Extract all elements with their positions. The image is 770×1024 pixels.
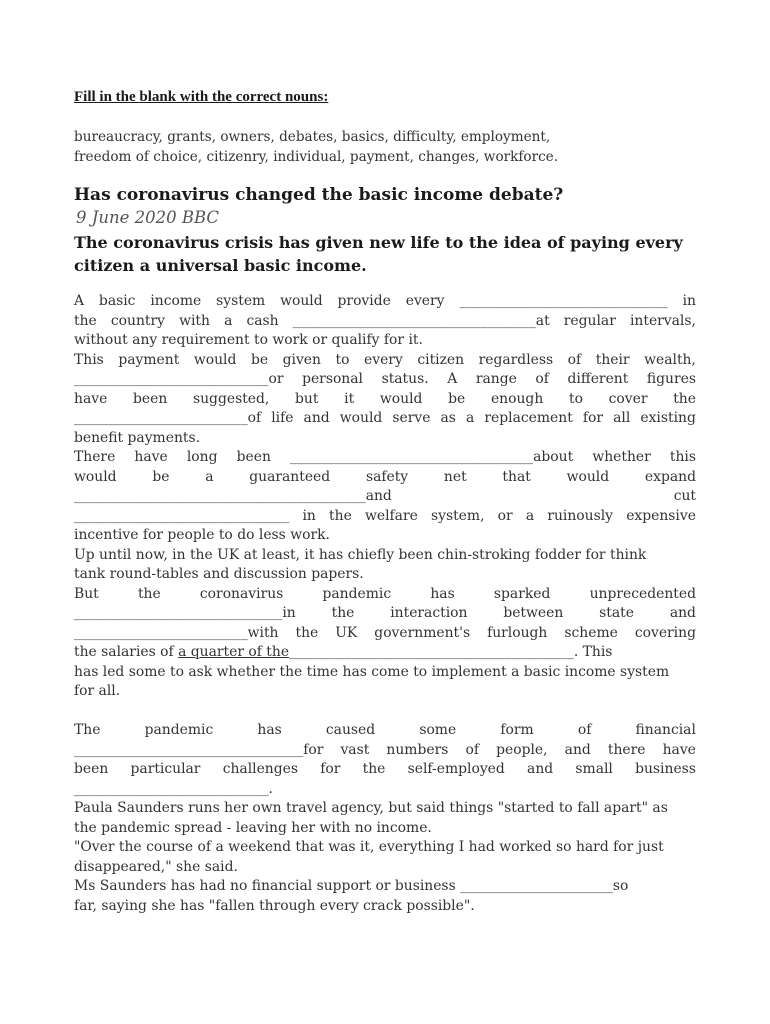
body-word: form — [500, 722, 534, 738]
body-word: government's — [374, 624, 471, 641]
body-word: numbers — [386, 741, 449, 758]
body-word: and — [564, 741, 591, 758]
body-word: in — [302, 507, 316, 524]
body-word: coronavirus — [199, 585, 284, 602]
body-word: _________________________of — [74, 410, 262, 426]
body-word: have — [134, 449, 168, 465]
body-word: existing — [640, 410, 696, 426]
body-line — [74, 604, 696, 624]
body-word: of — [567, 351, 582, 368]
body-word: business — [635, 761, 696, 777]
word-bank — [74, 127, 714, 167]
body-word: the — [673, 390, 696, 407]
body-line: far, saying she has "fallen through every crack possible". — [74, 897, 475, 914]
body-word: with — [179, 312, 210, 329]
body-word: expand — [644, 468, 696, 485]
body-word: all — [613, 410, 631, 426]
body-word: and — [303, 410, 330, 426]
body-word: as — [440, 410, 456, 426]
body-word: or — [497, 507, 513, 524]
body-line: without any requirement to work or qualify for it. — [74, 332, 423, 348]
body-line: Up until now, in the UK at least, it has chiefly been chin-stroking fodder for think — [74, 546, 647, 563]
body-line — [74, 487, 696, 507]
body-word: figures — [646, 371, 696, 387]
body-word: sparked — [493, 585, 551, 602]
paragraph-gap — [74, 702, 696, 722]
body-word: citizen — [417, 351, 465, 368]
body-line: tank round-tables and discussion papers. — [74, 566, 364, 582]
body-line — [74, 448, 696, 468]
body-word: and — [527, 761, 554, 777]
body-line: has led some to ask whether the time has come to implement a basic income system — [74, 663, 670, 680]
body-word: vast — [340, 741, 370, 758]
body-word: wealth, — [644, 351, 696, 368]
body-word: cover — [608, 390, 648, 407]
lede-line: citizen a universal basic income. — [74, 256, 367, 275]
body-word: basic — [98, 293, 136, 309]
body-word: ___________________________________about — [290, 449, 574, 465]
body-word: but — [295, 390, 319, 407]
body-word: some — [419, 722, 457, 738]
body-word: the — [137, 585, 161, 602]
body-word: intervals, — [629, 312, 696, 329]
body-word: the — [331, 605, 355, 621]
body-word: whether — [592, 449, 651, 465]
body-word: personal — [302, 371, 363, 387]
body-word: a — [466, 410, 475, 426]
body-word: given — [282, 351, 321, 368]
body-word: furlough — [487, 624, 548, 641]
body-word: serve — [392, 410, 431, 426]
body-line: the pandemic spread - leaving her with no income. — [74, 819, 432, 836]
body-word: this — [669, 449, 696, 465]
body-line — [74, 370, 696, 390]
body-word: regardless — [478, 351, 554, 368]
body-line — [74, 507, 696, 527]
body-word: self-employed — [407, 761, 505, 777]
body-word: been — [236, 449, 271, 465]
body-word: income — [150, 293, 202, 309]
body-word: ___________________________________at — [292, 312, 550, 329]
body-word: people, — [496, 741, 548, 758]
body-word: There — [74, 449, 116, 465]
body-word: range — [475, 371, 517, 387]
underlined-phrase: a quarter of the — [178, 644, 290, 660]
body-word: status. — [381, 371, 429, 387]
body-word: has — [257, 722, 282, 738]
body-word: enough — [490, 390, 544, 407]
body-word: welfare — [364, 507, 418, 524]
body-word: for — [320, 761, 341, 777]
body-text: _________________________________________. This — [289, 644, 613, 660]
body-word: have — [74, 390, 108, 407]
body-line: Ms Saunders has had no financial support or business ______________________so — [74, 878, 629, 894]
body-word: in — [682, 293, 696, 309]
body-line — [74, 643, 696, 663]
body-word: would — [339, 410, 383, 426]
body-word: challenges — [222, 761, 298, 777]
body-word: be — [250, 351, 269, 368]
body-word: the — [329, 507, 352, 524]
body-word: pandemic — [322, 585, 392, 602]
body-word: a — [224, 312, 233, 329]
body-line: benefit payments. — [74, 429, 201, 446]
body-word: for — [582, 410, 604, 426]
body-word: guaranteed — [249, 468, 331, 485]
body-word: This — [74, 351, 104, 368]
body-line — [74, 390, 696, 410]
instruction-heading: Fill in the blank with the correct nouns: — [74, 89, 329, 105]
body-word: the — [74, 312, 97, 329]
body-word: financial — [635, 722, 696, 738]
body-word: every — [405, 293, 445, 309]
article-dateline: 9 June 2020 BBC — [76, 208, 220, 227]
body-word: particular — [130, 761, 201, 777]
body-word: A — [447, 371, 458, 387]
article-body — [74, 292, 696, 916]
body-word: life — [271, 410, 294, 426]
article-lede — [74, 231, 704, 277]
word-bank-line: bureaucracy, grants, owners, debates, basics, difficulty, employment, — [74, 129, 551, 145]
body-word: cash — [246, 312, 279, 329]
body-word: it — [344, 390, 355, 407]
body-line: for all. — [74, 683, 121, 699]
body-word: covering — [634, 624, 696, 641]
body-word: of — [465, 741, 479, 758]
body-line: disappeared," she said. — [74, 858, 238, 875]
body-word: would — [566, 468, 610, 485]
body-word: the — [362, 761, 386, 777]
body-word: provide — [337, 293, 391, 309]
body-word: payment — [118, 351, 180, 368]
body-line — [74, 468, 696, 488]
body-line — [74, 409, 696, 429]
body-word: small — [575, 761, 613, 777]
body-word: of — [535, 371, 549, 387]
body-word: the — [295, 624, 319, 641]
body-word: has — [430, 585, 455, 602]
body-word: there — [607, 741, 646, 758]
body-word: _________________________________for — [74, 741, 324, 758]
body-word: system — [216, 293, 266, 309]
body-word: ____________________________or — [74, 371, 284, 387]
body-word: between — [503, 605, 564, 621]
body-word: cut — [673, 488, 696, 504]
body-line — [74, 721, 696, 741]
body-word: ______________________________in — [74, 605, 296, 621]
body-word: have — [662, 741, 696, 758]
body-word: different — [567, 371, 629, 387]
body-word: The — [74, 722, 101, 738]
body-word: __________________________________________and — [74, 488, 392, 504]
word-bank-line: freedom of choice, citizenry, individual, payment, changes, workforce. — [74, 149, 559, 165]
body-word: been — [133, 390, 168, 407]
body-word: long — [186, 449, 218, 465]
body-word: unprecedented — [589, 585, 696, 602]
body-word: interaction — [390, 605, 468, 621]
body-word: and — [669, 605, 696, 621]
body-text: the salaries of — [74, 644, 179, 660]
article-headline: Has coronavirus changed the basic income debate? — [74, 185, 564, 205]
body-word: be — [448, 390, 466, 407]
body-word: to — [335, 351, 350, 368]
body-word: _________________________with — [74, 624, 279, 641]
body-word: _______________________________ — [74, 507, 290, 524]
body-line — [74, 585, 696, 605]
body-word: But — [74, 585, 99, 602]
body-line — [74, 351, 696, 371]
body-line — [74, 624, 696, 644]
body-word: A — [74, 293, 85, 309]
body-word: would — [280, 293, 323, 309]
body-word: would — [193, 351, 237, 368]
lede-line: The coronavirus crisis has given new life to the idea of paying every — [74, 233, 683, 252]
body-line: "Over the course of a weekend that was it, everything I had worked so hard for just — [74, 839, 664, 855]
body-word: caused — [325, 722, 376, 738]
body-word: country — [110, 312, 165, 329]
body-word: ruinously — [547, 507, 614, 524]
body-word: replacement — [484, 410, 573, 426]
body-word: scheme — [564, 624, 618, 641]
body-line — [74, 292, 696, 312]
body-word: expensive — [626, 507, 696, 524]
body-word: state — [599, 605, 634, 621]
body-line — [74, 312, 696, 332]
body-word: UK — [335, 624, 358, 641]
body-word: to — [568, 390, 583, 407]
body-word: safety — [365, 468, 409, 485]
body-line: incentive for people to do less work. — [74, 527, 330, 543]
body-word: suggested, — [192, 390, 270, 407]
body-word: system, — [430, 507, 485, 524]
body-word: ______________________________ — [459, 293, 668, 309]
body-word: been — [74, 761, 109, 777]
body-word: be — [152, 468, 170, 485]
body-line — [74, 760, 696, 780]
body-word: every — [364, 351, 403, 368]
body-word: their — [595, 351, 630, 368]
body-line — [74, 741, 696, 761]
body-word: a — [525, 507, 535, 524]
body-word: would — [379, 390, 423, 407]
body-word: pandemic — [144, 722, 214, 738]
body-line: ____________________________. — [74, 780, 273, 797]
body-word: that — [502, 468, 531, 485]
body-word: would — [74, 468, 117, 485]
body-word: net — [443, 468, 467, 485]
body-word: regular — [563, 312, 616, 329]
body-word: of — [577, 722, 592, 738]
body-word: a — [205, 468, 214, 485]
body-line: Paula Saunders runs her own travel agency, but said things "started to fall apart" as — [74, 800, 668, 816]
